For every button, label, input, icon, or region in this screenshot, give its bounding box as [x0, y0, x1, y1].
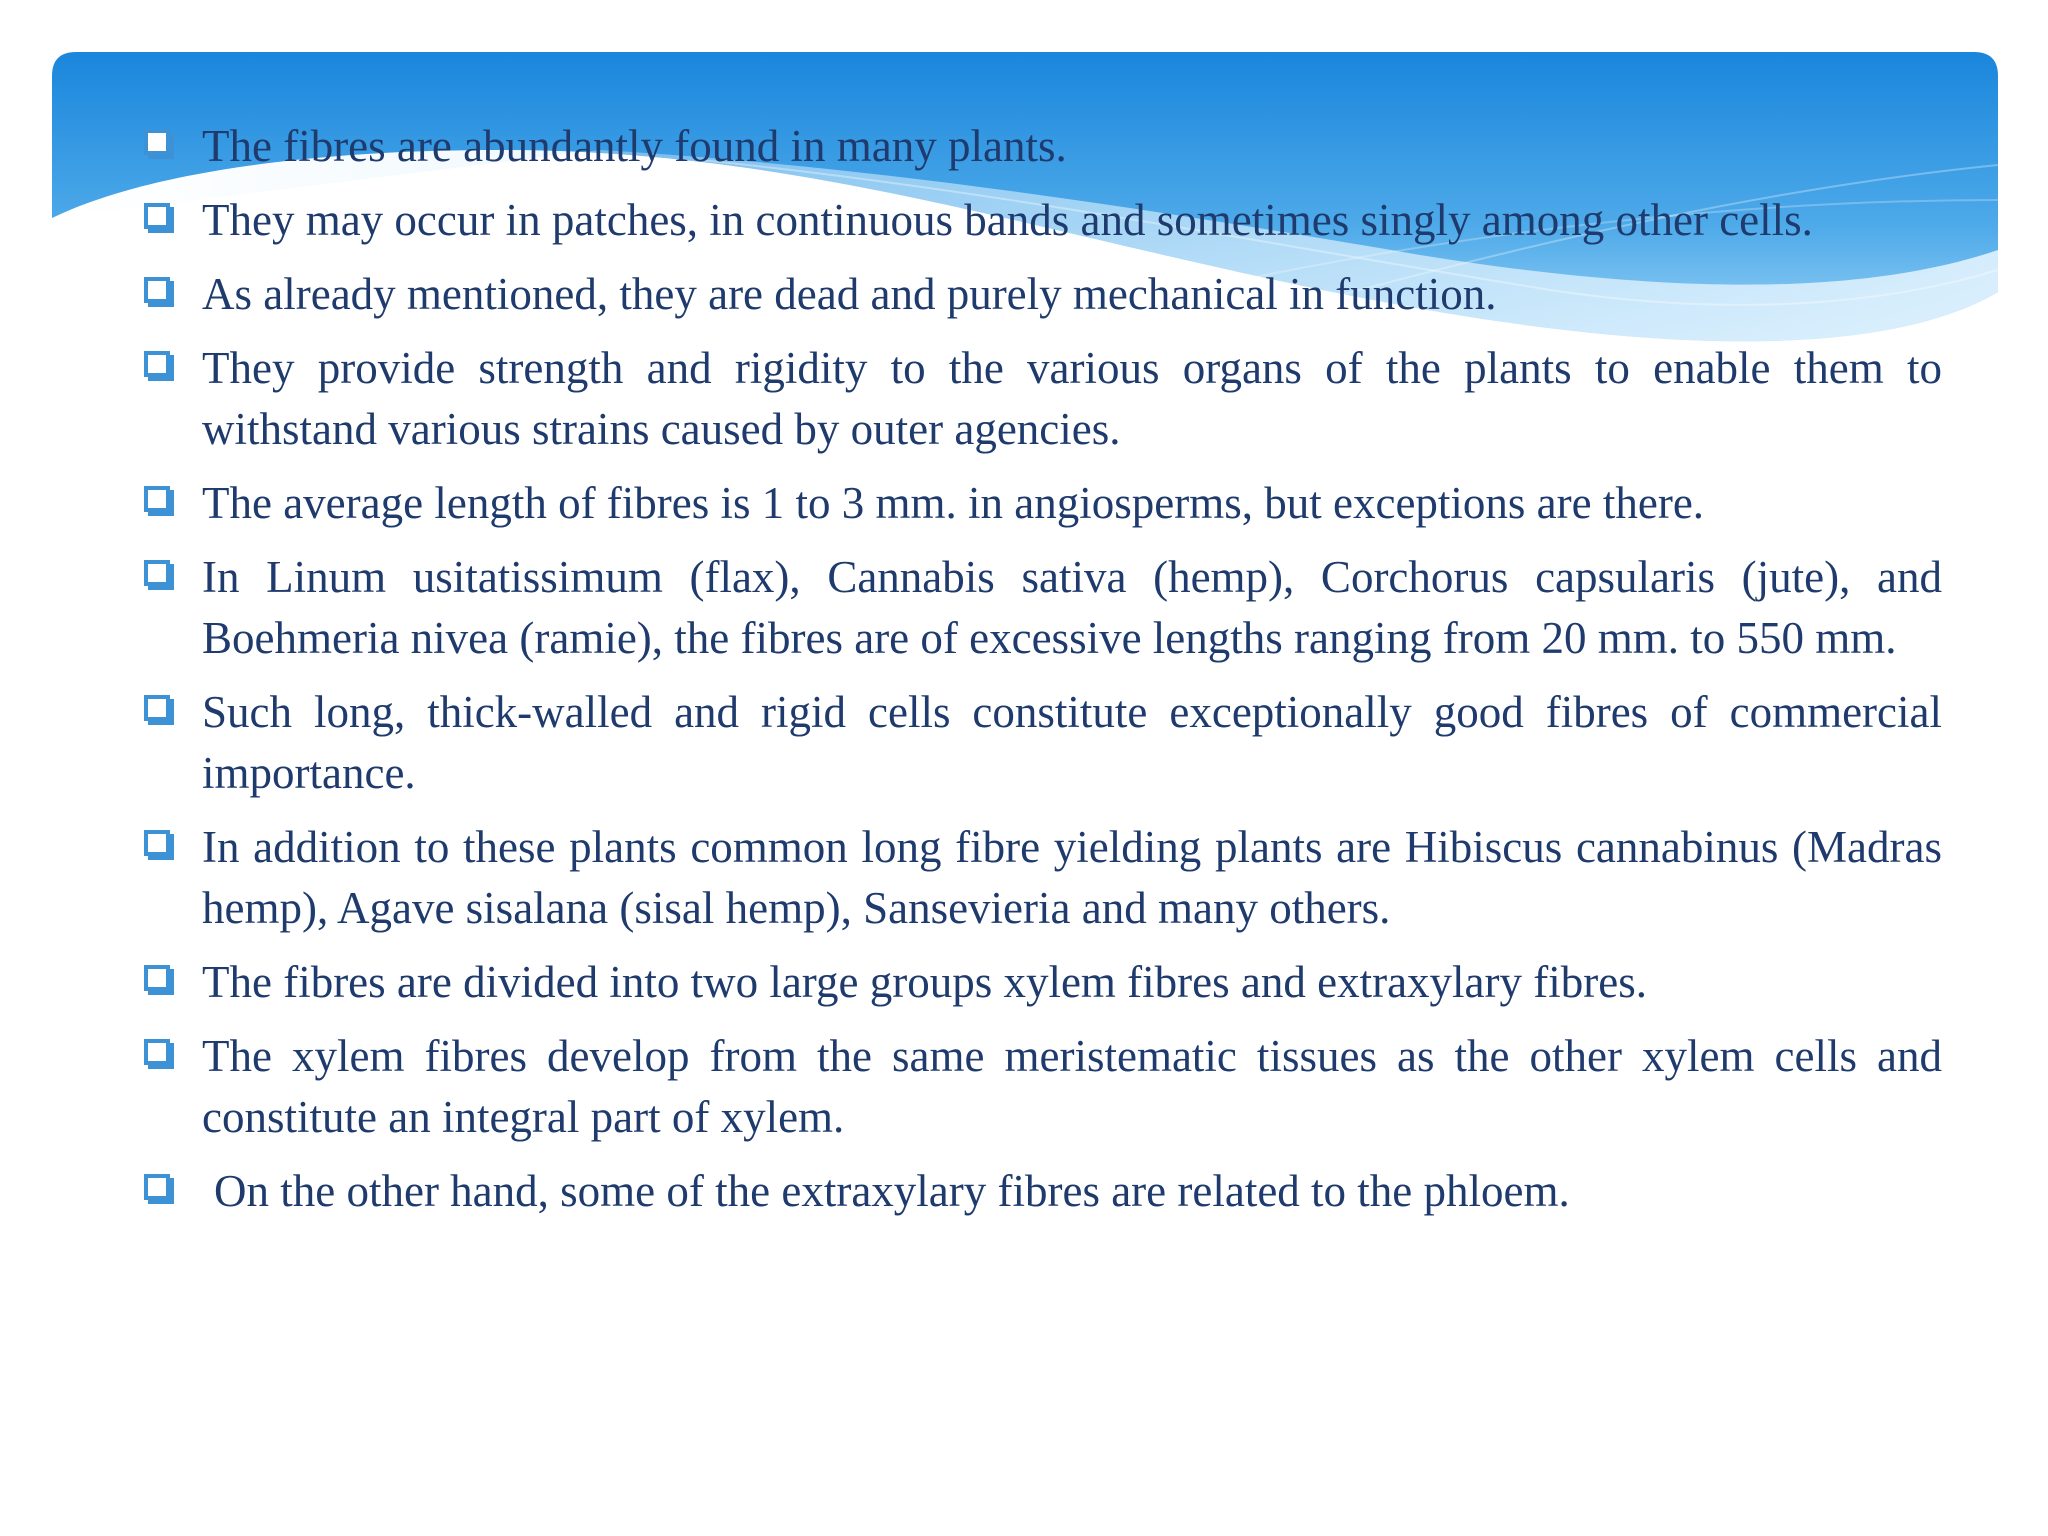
bullet-text: In Linum usitatissimum (flax), Cannabis sativa (hemp), Corchorus capsularis (jute), and Boehmeria nivea (ramie), the fibres are of excessive lengths ranging from 20 mm. to 550 mm. [202, 552, 1942, 663]
bullet-item [140, 1026, 1942, 1148]
bullet-list [140, 116, 1942, 1222]
bullet-text: The fibres are divided into two large groups xylem fibres and extraxylary fibres. [202, 957, 1647, 1007]
bullet-text: They may occur in patches, in continuous bands and sometimes singly among other cells. [202, 195, 1813, 245]
bullet-item [140, 190, 1942, 251]
bullet-item [140, 338, 1942, 460]
bullet-item [140, 547, 1942, 669]
hollow-square-bullet-icon [144, 129, 170, 155]
hollow-square-bullet-icon [144, 1039, 170, 1065]
hollow-square-bullet-icon [144, 560, 170, 586]
bullet-text: The average length of fibres is 1 to 3 mm. in angiosperms, but exceptions are there. [202, 478, 1705, 528]
hollow-square-bullet-icon [144, 486, 170, 512]
hollow-square-bullet-icon [144, 277, 170, 303]
bullet-item [140, 682, 1942, 804]
hollow-square-bullet-icon [144, 1174, 170, 1200]
bullet-text: On the other hand, some of the extraxylary fibres are related to the phloem. [214, 1166, 1570, 1216]
bullet-text: The xylem fibres develop from the same meristematic tissues as the other xylem cells and constitute an integral part of xylem. [202, 1031, 1942, 1142]
hollow-square-bullet-icon [144, 695, 170, 721]
bullet-text: In addition to these plants common long fibre yielding plants are Hibiscus cannabinus (Madras hemp), Agave sisalana (sisal hemp), Sansevieria and many others. [202, 822, 1942, 933]
bullet-item [140, 473, 1942, 534]
hollow-square-bullet-icon [144, 203, 170, 229]
bullet-text: Such long, thick-walled and rigid cells constitute exceptionally good fibres of commercial importance. [202, 687, 1942, 798]
bullet-text: They provide strength and rigidity to the various organs of the plants to enable them to withstand various strains caused by outer agencies. [202, 343, 1942, 454]
bullet-item [140, 116, 1942, 177]
hollow-square-bullet-icon [144, 830, 170, 856]
bullet-item [140, 952, 1942, 1013]
bullet-text: The fibres are abundantly found in many plants. [202, 121, 1067, 171]
bullet-item [140, 817, 1942, 939]
bullet-item [140, 264, 1942, 325]
hollow-square-bullet-icon [144, 965, 170, 991]
hollow-square-bullet-icon [144, 351, 170, 377]
bullet-text: As already mentioned, they are dead and purely mechanical in function. [202, 269, 1497, 319]
bullet-item [140, 1161, 1942, 1222]
slide-content [140, 116, 1942, 1235]
